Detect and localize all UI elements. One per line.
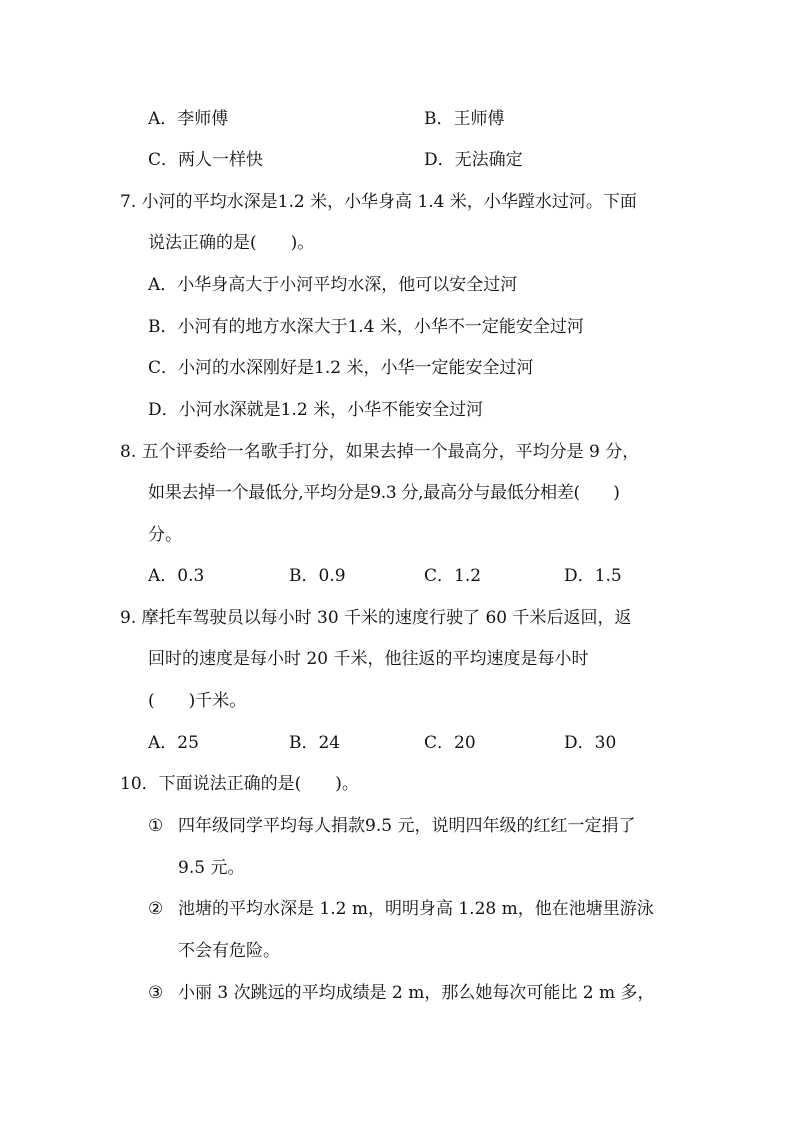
q10-statement3-line1: 小丽 3 次跳远的平均成绩是 2 m，那么她每次可能比 2 m 多，: [178, 983, 655, 1003]
q8-option-c: C．1.2: [424, 566, 482, 586]
q10-statement1-line1: 四年级同学平均每人捐款9.5 元，说明四年级的红红一定捐了: [178, 816, 636, 836]
q10-statement2-line1: 池塘的平均水深是 1.2 m，明明身高 1.28 m，他在池塘里游泳: [178, 899, 654, 919]
q9-option-a: A．25: [148, 733, 199, 753]
q7-option-b: B．小河有的地方水深大于1.4 米，小华不一定能安全过河: [148, 317, 584, 337]
q7-option-d: D．小河水深就是1.2 米，小华不能安全过河: [148, 400, 484, 420]
q10-statement1-marker: ①: [148, 816, 164, 836]
q6-option-b: B．王师傅: [424, 109, 505, 129]
q9-stem-line1: 9. 摩托车驾驶员以每小时 30 千米的速度行驶了 60 千米后返回，返: [120, 608, 632, 628]
q9-stem-line2: 回时的速度是每小时 20 千米，他往返的平均速度是每小时: [148, 649, 589, 669]
q8-stem-line3: 分。: [148, 525, 182, 545]
q7-option-a: A．小华身高大于小河平均水深，他可以安全过河: [148, 275, 518, 295]
q10-statement2-line2: 不会有危险。: [178, 941, 280, 961]
q7-option-c: C．小河的水深刚好是1.2 米，小华一定能安全过河: [148, 358, 534, 378]
q9-option-c: C．20: [424, 733, 476, 753]
q8-stem-line2: 如果去掉一个最低分,平均分是9.3 分,最高分与最低分相差( ): [148, 483, 620, 503]
q6-option-d: D．无法确定: [424, 150, 523, 170]
q7-stem-line1: 7. 小河的平均水深是1.2 米，小华身高 1.4 米，小华蹚水过河。下面: [120, 192, 637, 212]
q10-stem: 10．下面说法正确的是( )。: [120, 774, 359, 794]
q10-statement3-marker: ③: [148, 983, 164, 1003]
q10-statement2-marker: ②: [148, 899, 164, 919]
q8-option-d: D．1.5: [564, 566, 622, 586]
q8-option-a: A．0.3: [148, 566, 205, 586]
q8-option-b: B．0.9: [289, 566, 346, 586]
q9-stem-line3: ( )千米。: [148, 691, 247, 711]
q6-option-a: A．李师傅: [148, 109, 229, 129]
q10-statement1-line2: 9.5 元。: [178, 858, 245, 878]
q9-option-b: B．24: [289, 733, 341, 753]
q7-stem-line2: 说法正确的是( )。: [148, 233, 315, 253]
q8-stem-line1: 8. 五个评委给一名歌手打分，如果去掉一个最高分，平均分是 9 分，: [120, 442, 640, 462]
q6-option-c: C．两人一样快: [148, 150, 264, 170]
q9-option-d: D．30: [564, 733, 617, 753]
